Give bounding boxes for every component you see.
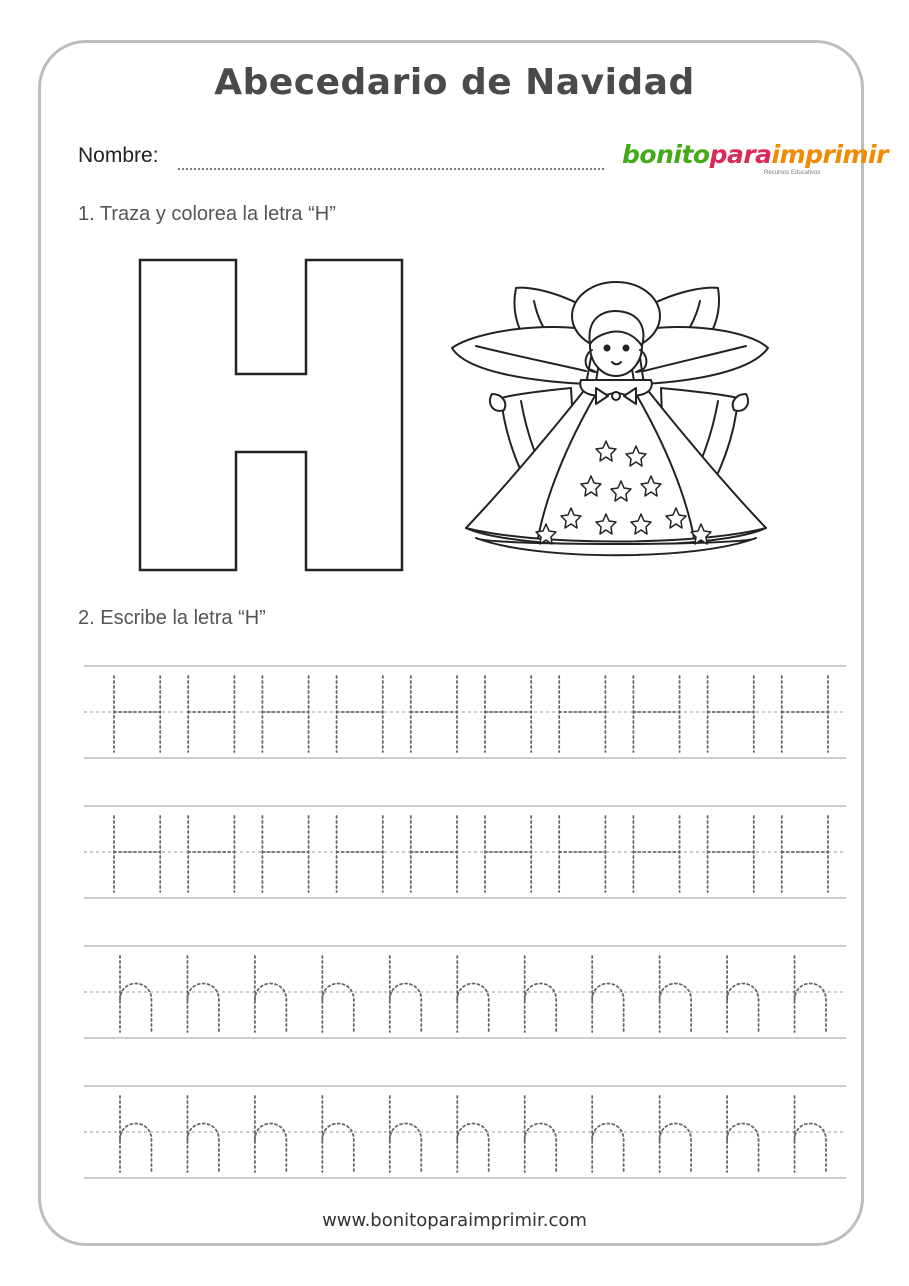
traced-letter-H (262, 676, 308, 752)
traced-letter-h (255, 956, 286, 1032)
traced-letter-H (188, 816, 234, 892)
traced-letter-H (114, 676, 160, 752)
traced-letter-h (390, 956, 421, 1032)
footer-url: www.bonitoparaimprimir.com (322, 1210, 587, 1231)
traced-letter-h (727, 1096, 758, 1172)
traced-letter-h (525, 956, 556, 1032)
traced-letter-H (782, 816, 828, 892)
traced-letter-H (114, 816, 160, 892)
brand-part-3: imprimir (771, 140, 888, 169)
instruction-write: 2. Escribe la letra “H” (78, 607, 266, 629)
christmas-angel-icon (446, 276, 776, 566)
traced-letter-H (559, 816, 605, 892)
brand-part-1: bonito (622, 140, 710, 169)
traced-letter-h (390, 1096, 421, 1172)
traced-letter-H (485, 816, 531, 892)
traced-letter-h (727, 956, 758, 1032)
page-title: Abecedario de Navidad (214, 62, 695, 103)
traced-letter-H (411, 816, 457, 892)
traced-letter-h (322, 956, 353, 1032)
name-label: Nombre: (78, 144, 159, 167)
traced-letter-H (188, 676, 234, 752)
traced-letter-h (795, 956, 826, 1032)
traced-letter-H (337, 816, 383, 892)
traced-letter-H (485, 676, 531, 752)
traced-letter-h (457, 1096, 488, 1172)
traced-letter-H (337, 676, 383, 752)
traced-letter-h (592, 1096, 623, 1172)
tracing-practice-area[interactable] (84, 660, 846, 1180)
brand-tagline: Recursos Educativos (764, 170, 821, 176)
name-line[interactable] (178, 168, 604, 170)
traced-letter-h (795, 1096, 826, 1172)
traced-letter-H (708, 676, 754, 752)
traced-letter-H (633, 676, 679, 752)
traced-letter-h (322, 1096, 353, 1172)
traced-letter-h (187, 956, 218, 1032)
traced-letter-h (660, 956, 691, 1032)
traced-letter-H (262, 816, 308, 892)
traced-letter-H (708, 816, 754, 892)
traced-letter-H (633, 816, 679, 892)
traced-letter-H (559, 676, 605, 752)
traced-letter-h (660, 1096, 691, 1172)
letter-h-outline-icon (136, 256, 408, 574)
traced-letter-h (592, 956, 623, 1032)
traced-letter-h (457, 956, 488, 1032)
traced-letter-h (525, 1096, 556, 1172)
traced-letter-h (187, 1096, 218, 1172)
brand-part-2: para (709, 140, 772, 169)
traced-letter-h (255, 1096, 286, 1172)
traced-letter-H (411, 676, 457, 752)
traced-letter-h (120, 956, 151, 1032)
traced-letter-H (782, 676, 828, 752)
instruction-trace: 1. Traza y colorea la letra “H” (78, 203, 336, 225)
brand-logo (622, 140, 888, 169)
traced-letter-h (120, 1096, 151, 1172)
